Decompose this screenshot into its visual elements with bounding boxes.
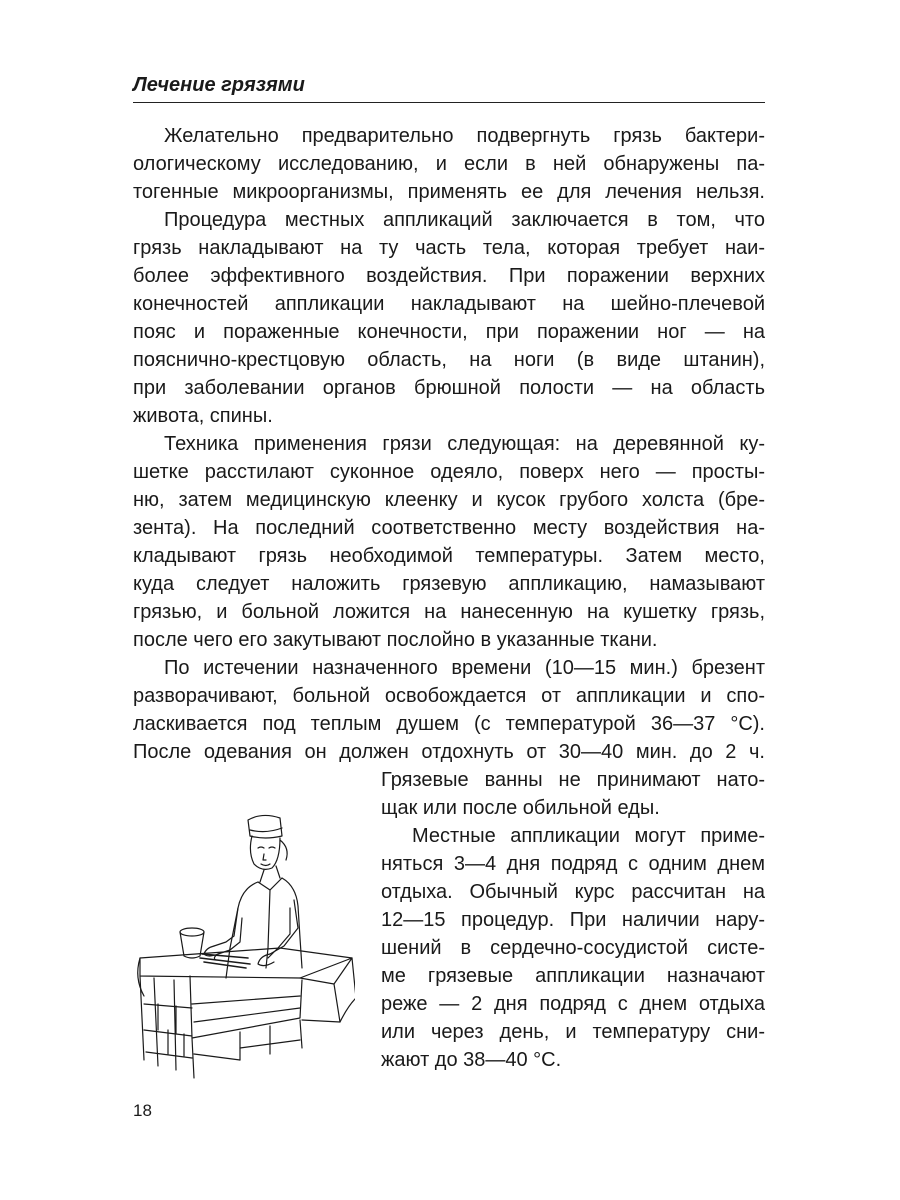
text-line: при заболевании органов брюшной полости — на область	[133, 377, 765, 399]
text-line: более эффективного воздействия. При поражении верхних	[133, 265, 765, 287]
text-line: грязь накладывают на ту часть тела, которая требует наи-	[133, 237, 765, 259]
text-line: няться 3—4 дня подряд с одним днем	[381, 853, 765, 875]
text-line: после чего его закутывают послойно в указанные ткани.	[133, 629, 658, 651]
text-line: кладывают грязь необходимой температуры. Затем место,	[133, 545, 765, 567]
text-line: конечностей аппликации накладывают на шейно-плечевой	[133, 293, 765, 315]
text-line: шений в сердечно-сосудистой систе-	[381, 937, 765, 959]
running-title: Лечение грязями	[133, 74, 305, 96]
text-line: зента). На последний соответственно месту воздействия на-	[133, 517, 765, 539]
text-line: отдыха. Обычный курс рассчитан на	[381, 881, 765, 903]
text-line: реже — 2 дня подряд с днем отдыха	[381, 993, 765, 1015]
text-line: Желательно предварительно подвергнуть грязь бактери-	[164, 125, 765, 147]
text-line: грязью, и больной ложится на нанесенную на кушетку грязь,	[133, 601, 765, 623]
text-line: пояснично-крестцовую область, на ноги (в виде штанин),	[133, 349, 765, 371]
text-line: После одевания он должен отдохнуть от 30—40 мин. до 2 ч.	[133, 741, 765, 763]
header-rule	[133, 102, 765, 103]
text-line: Местные аппликации могут приме-	[412, 825, 765, 847]
text-line: пояс и пораженные конечности, при поражении ног — на	[133, 321, 765, 343]
text-line: Грязевые ванны не принимают нато-	[381, 769, 765, 791]
text-line: шетке расстилают суконное одеяло, поверх него — просты-	[133, 461, 765, 483]
text-line: или через день, и температуру сни-	[381, 1021, 765, 1043]
text-line: Техника применения грязи следующая: на деревянной ку-	[164, 433, 765, 455]
text-line: живота, спины.	[133, 405, 273, 427]
text-line: ологическому исследованию, и если в ней обнаружены па-	[133, 153, 765, 175]
text-line: куда следует наложить грязевую аппликацию, намазывают	[133, 573, 765, 595]
text-line: По истечении назначенного времени (10—15 мин.) брезент	[164, 657, 765, 679]
text-line: тогенные микроорганизмы, применять ее для лечения нельзя.	[133, 181, 765, 203]
text-line: ню, затем медицинскую клеенку и кусок грубого холста (бре-	[133, 489, 765, 511]
text-line: ме грязевые аппликации назначают	[381, 965, 765, 987]
text-line: разворачивают, больной освобождается от аппликации и спо-	[133, 685, 765, 707]
nurse-preparing-mud-application-illustration	[130, 808, 355, 1083]
page-number: 18	[133, 1101, 152, 1120]
text-line: жают до 38—40 °С.	[381, 1049, 562, 1071]
text-line: Процедура местных аппликаций заключается в том, что	[164, 209, 765, 231]
text-line: 12—15 процедур. При наличии нару-	[381, 909, 765, 931]
text-line: щак или после обильной еды.	[381, 797, 660, 819]
text-line: ласкивается под теплым душем (с температурой 36—37 °С).	[133, 713, 765, 735]
